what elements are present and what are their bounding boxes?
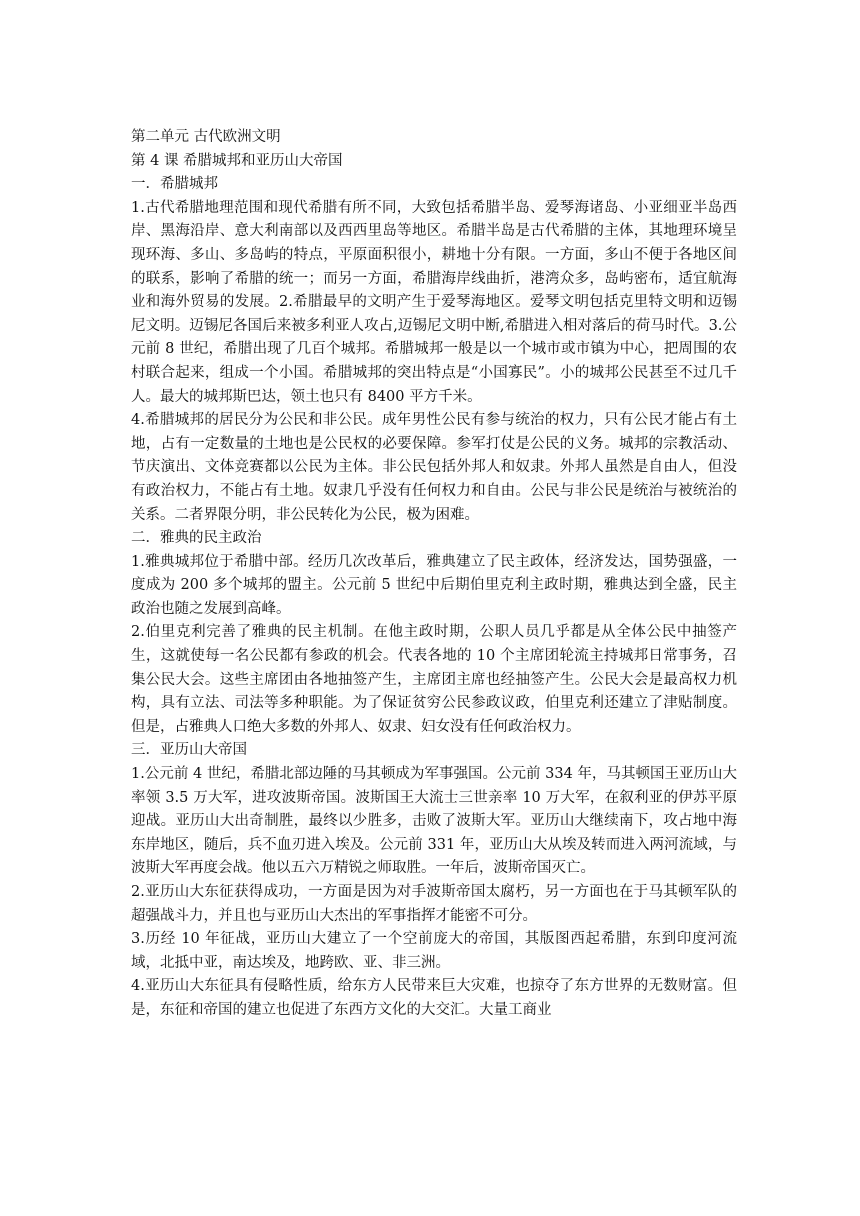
- document-page: [131, 126, 737, 1023]
- section-heading-greek-city-states: 一．希腊城邦: [131, 176, 218, 193]
- section-heading-athenian-democracy: 二．雅典的民主政治: [131, 530, 262, 547]
- lesson-title: 第 4 课 希腊城邦和亚历山大帝国: [131, 152, 343, 169]
- paragraph: 1.古代希腊地理范围和现代希腊有所不同，大致包括希腊半岛、爱琴海诸岛、小亚细亚半岛西岸、黑海沿岸、意大利南部以及西西里岛等地区。希腊半岛是古代希腊的主体，其地理环境呈现环海、多山、多岛屿的特点，平原面积很小，耕地十分有限。一方面，多山不便于各地区间的联系，影响了希腊的统一；而另一方面，希腊海岸线曲折，港湾众多，岛屿密布，适宜航海业和海外贸易的发展。2.希腊最早的文明产生于爱琴海地区。爱琴文明包括克里特文明和迈锡尼文明。迈锡尼各国后来被多利亚人攻占,迈锡尼文明中断,希腊进入相对落后的荷马时代。3.公元前 8 世纪，希腊出现了几百个城邦。希腊城邦一般是以一个城市或市镇为中心，把周围的农村联合起来，组成一个小国。希腊城邦的突出特点是“小国寡民”。小的城邦公民甚至不过几千人。最大的城邦斯巴达，领土也只有 8400 平方千米。: [131, 199, 737, 405]
- paragraph: 1.雅典城邦位于希腊中部。经历几次改革后，雅典建立了民主政体，经济发达，国势强盛，一度成为 200 多个城邦的盟主。公元前 5 世纪中后期伯里克利主政时期，雅典达到全盛，民主政治也随之发展到高峰。: [131, 553, 737, 617]
- paragraph: 2.亚历山大东征获得成功，一方面是因为对手波斯帝国太腐朽，另一方面也在于马其顿军队的超强战斗力，并且也与亚历山大杰出的军事指挥才能密不可分。: [131, 884, 737, 924]
- paragraph: 2.伯里克利完善了雅典的民主机制。在他主政时期，公职人员几乎都是从全体公民中抽签产生，这就使每一名公民都有参政的机会。代表各地的 10 个主席团轮流主持城邦日常事务，召集公民大会。这些主席团由各地抽签产生，主席团主席也经抽签产生。公民大会是最高权力机构，具有立法、司法等多种职能。为了保证贫穷公民参政议政，伯里克利还建立了津贴制度。但是，占雅典人口绝大多数的外邦人、奴隶、妇女没有任何政治权力。: [131, 624, 737, 735]
- paragraph: 4.亚历山大东征具有侵略性质，给东方人民带来巨大灾难，也掠夺了东方世界的无数财富。但是，东征和帝国的建立也促进了东西方文化的大交汇。大量工商业: [131, 978, 737, 1018]
- paragraph: 1.公元前 4 世纪，希腊北部边陲的马其顿成为军事强国。公元前 334 年，马其顿国王亚历山大率领 3.5 万大军，进攻波斯帝国。波斯国王大流士三世亲率 10 万大军，在叙利亚的伊苏平原迎战。亚历山大出奇制胜，最终以少胜多，击败了波斯大军。亚历山大继续南下，攻占地中海东岸地区，随后，兵不血刃进入埃及。公元前 331 年，亚历山大从埃及转而进入两河流域，与波斯大军再度会战。他以五六万精锐之师取胜。一年后，波斯帝国灭亡。: [131, 766, 737, 877]
- unit-title: 第二单元 古代欧洲文明: [131, 129, 281, 145]
- paragraph: 4.希腊城邦的居民分为公民和非公民。成年男性公民有参与统治的权力，只有公民才能占有土地，占有一定数量的土地也是公民权的必要保障。参军打仗是公民的义务。城邦的宗教活动、节庆演出、文体竞赛都以公民为主体。非公民包括外邦人和奴隶。外邦人虽然是自由人，但没有政治权力，不能占有土地。奴隶几乎没有任何权力和自由。公民与非公民是统治与被统治的关系。二者界限分明，非公民转化为公民，极为困难。: [131, 412, 737, 523]
- section-heading-alexander-empire: 三．亚历山大帝国: [131, 742, 247, 759]
- paragraph: 3.历经 10 年征战，亚历山大建立了一个空前庞大的帝国，其版图西起希腊，东到印度河流域，北抵中亚，南达埃及，地跨欧、亚、非三洲。: [131, 931, 738, 971]
